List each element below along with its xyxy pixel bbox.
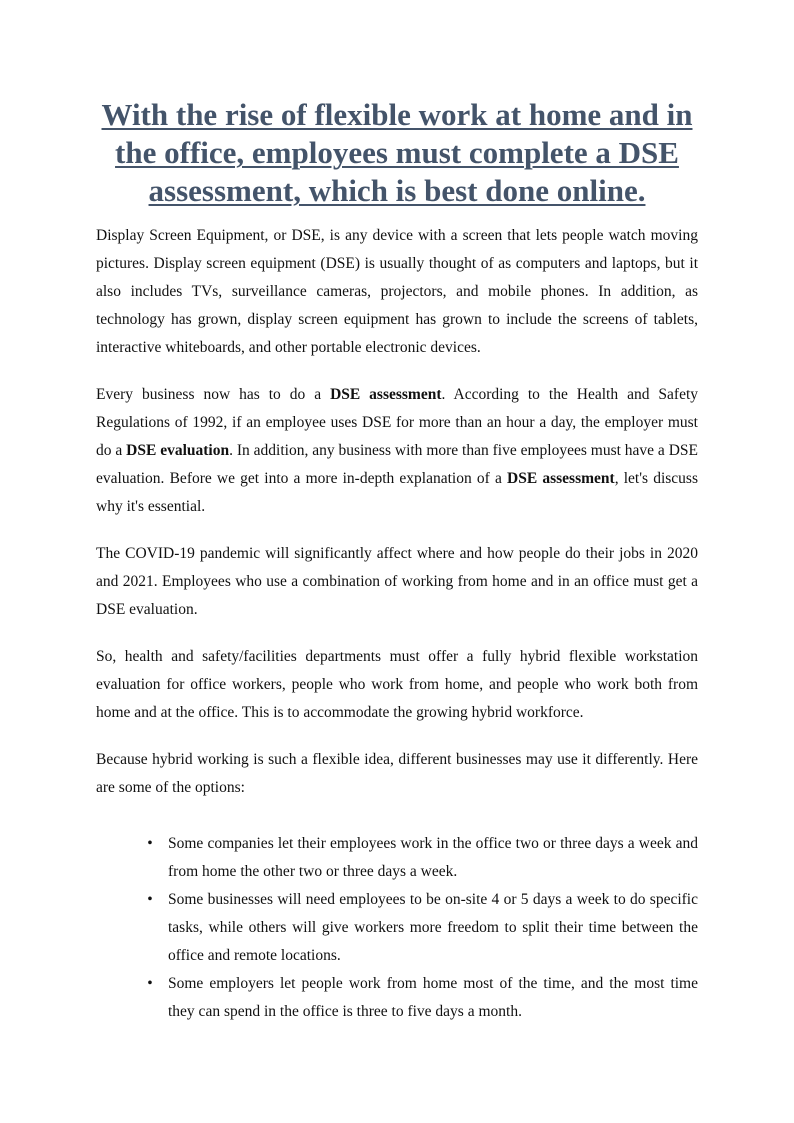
document-title: With the rise of flexible work at home and in the office, employees must complete a DSE assessment, which is best done online. bbox=[101, 97, 693, 208]
bullet-icon: • bbox=[147, 835, 153, 852]
bold-term: DSE assessment bbox=[330, 386, 442, 403]
bullet-icon: • bbox=[147, 975, 153, 992]
list-item-text: Some employers let people work from home most of the time, and the most time they can spend in the office is three to five days a month. bbox=[168, 975, 698, 1020]
list-item bbox=[96, 970, 698, 1026]
text-run: . In addition, any business with more than five employees must have a DSE evaluation. Before we get into a more in-depth explanation of a bbox=[96, 442, 698, 487]
text-run: , let's discuss why it's essential. bbox=[96, 470, 698, 515]
text-run: Every business now has to do a bbox=[96, 386, 331, 403]
paragraph-options-intro: Because hybrid working is such a flexible idea, different businesses may use it differently. Here are some of the options: bbox=[96, 751, 698, 796]
options-list bbox=[96, 830, 698, 1026]
paragraph-dse-definition: Display Screen Equipment, or DSE, is any device with a screen that lets people watch moving pictures. Display screen equipment (DSE) is usually thought of as computers and laptops, but it also includes TVs, surveillance cameras, projectors, and mobile phones. In addition, as technology has grown, display screen equipment has grown to include the screens of tablets, interactive whiteboards, and other portable electronic devices. bbox=[96, 227, 698, 356]
paragraph-hybrid-evaluation: So, health and safety/facilities departments must offer a fully hybrid flexible workstation evaluation for office workers, people who work from home, and people who work both from home and at the office. This is to accommodate the growing hybrid workforce. bbox=[96, 648, 698, 721]
paragraph-dse-requirement bbox=[96, 381, 698, 521]
bold-term: DSE assessment bbox=[507, 470, 615, 487]
bold-term: DSE evaluation bbox=[126, 442, 230, 459]
list-item bbox=[96, 830, 698, 886]
bullet-icon: • bbox=[147, 891, 153, 908]
list-item-text: Some companies let their employees work in the office two or three days a week and from home the other two or three days a week. bbox=[168, 835, 698, 880]
text-run: . According to the Health and Safety Regulations of 1992, if an employee uses DSE for more than an hour a day, the employer must do a bbox=[96, 386, 699, 459]
list-item-text: Some businesses will need employees to be on-site 4 or 5 days a week to do specific tasks, while others will give workers more freedom to split their time between the office and remote locations. bbox=[168, 891, 698, 964]
document-page bbox=[96, 96, 698, 1026]
paragraph-covid: The COVID-19 pandemic will significantly affect where and how people do their jobs in 2020 and 2021. Employees who use a combination of working from home and in an office must get a DSE evaluation. bbox=[96, 545, 698, 618]
list-item bbox=[96, 886, 698, 970]
